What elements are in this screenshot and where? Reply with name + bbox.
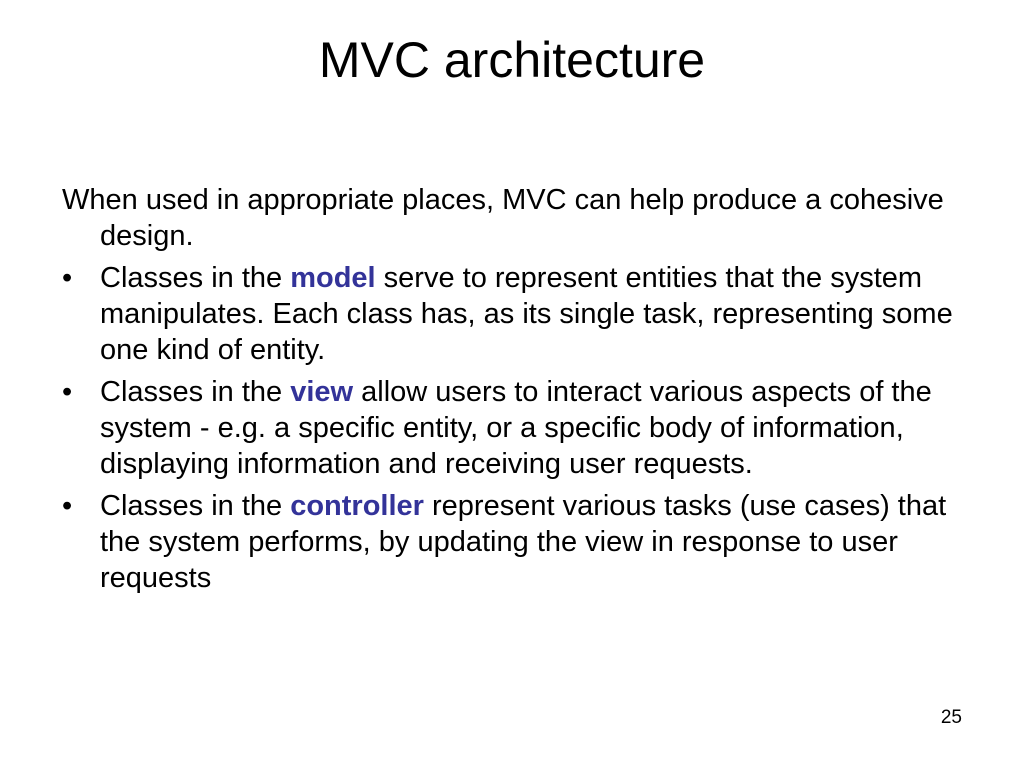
keyword-model: model — [290, 262, 376, 294]
bullet-text-suffix: allow users to interact various aspects of the system - e.g. a specific entity, or a specific body of information, displaying information and receiving user requests. — [100, 376, 932, 480]
bullet-text-suffix: represent various tasks (use cases) that the system performs, by updating the view in response to user requests — [100, 490, 947, 594]
bullet-marker: • — [62, 490, 73, 522]
keyword-view: view — [290, 376, 354, 408]
bullet-text-prefix: Classes in the — [100, 376, 291, 408]
bullet-item-model — [62, 260, 972, 368]
bullet-item-view — [62, 374, 972, 482]
intro-paragraph: When used in appropriate places, MVC can help produce a cohesive design. — [62, 184, 944, 252]
bullet-text-suffix: serve to represent entities that the system manipulates. Each class has, as its single task, representing some one kind of entity. — [100, 262, 953, 366]
bullet-text-prefix: Classes in the — [100, 262, 291, 294]
slide-body — [62, 182, 972, 602]
keyword-controller: controller — [290, 490, 424, 522]
bullet-marker: • — [62, 262, 73, 294]
bullet-item-controller — [62, 488, 972, 596]
bullet-text-prefix: Classes in the — [100, 490, 291, 522]
slide-title: MVC architecture — [318, 32, 706, 88]
bullet-marker: • — [62, 376, 73, 408]
page-number: 25 — [940, 707, 962, 728]
